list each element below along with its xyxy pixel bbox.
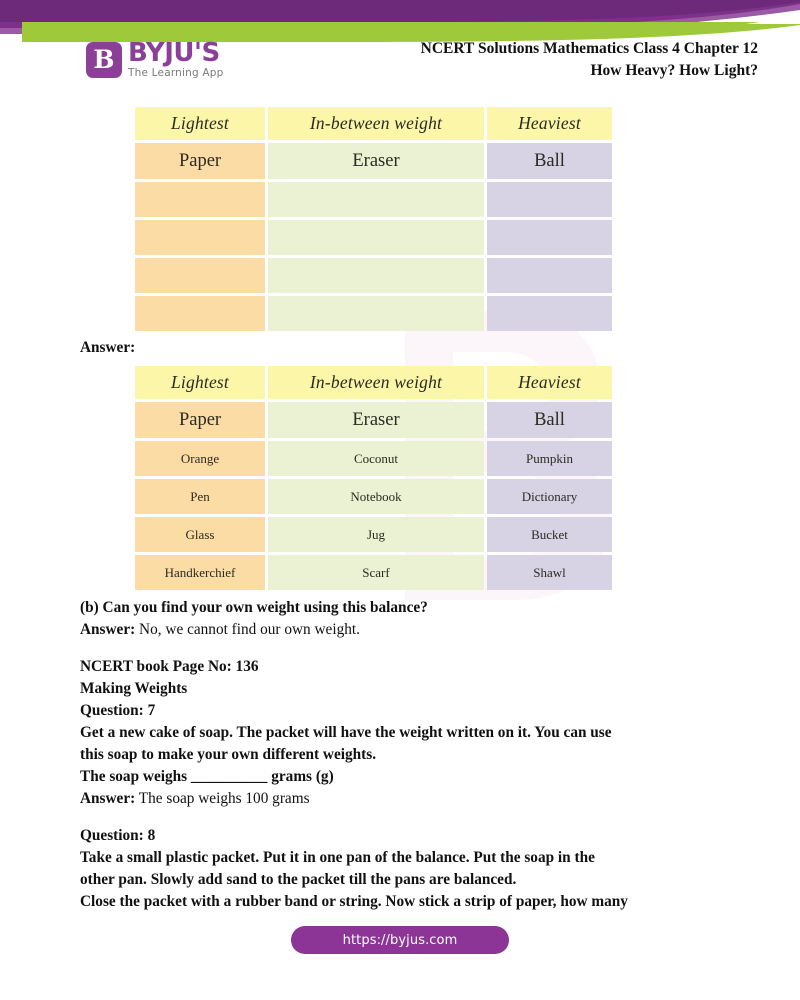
answer-7-line (80, 788, 740, 810)
page-title-line-2: How Heavy? How Light? (590, 62, 758, 79)
question-8-line-1: Take a small plastic packet. Put it in one pan of the balance. Put the soap in the (80, 849, 595, 867)
table-row (135, 517, 612, 552)
question-b-text: (b) Can you find your own weight using this balance? (80, 599, 428, 616)
cell-heaviest (487, 182, 612, 217)
table-row (135, 182, 612, 217)
answer-b-line (80, 619, 740, 641)
cell-lightest: Handkerchief (135, 555, 265, 590)
table-row (135, 296, 612, 331)
column-header-in-between: In-between weight (268, 107, 484, 140)
answer-label-block (80, 337, 740, 359)
cell-in-between (268, 220, 484, 255)
column-header-lightest: Lightest (135, 366, 265, 399)
answer-7-text: The soap weighs 100 grams (135, 790, 310, 808)
table-row (135, 143, 612, 179)
body-content (80, 597, 740, 913)
cell-lightest: Glass (135, 517, 265, 552)
cell-heaviest: Bucket (487, 517, 612, 552)
table-row (135, 479, 612, 514)
table-row (135, 441, 612, 476)
logo-text-group (128, 40, 224, 80)
cell-heaviest: Ball (487, 143, 612, 179)
cell-in-between: Scarf (268, 555, 484, 590)
byjus-logo-mark-icon (86, 42, 122, 78)
cell-in-between: Eraser (268, 402, 484, 438)
table-row (135, 402, 612, 438)
cell-heaviest: Pumpkin (487, 441, 612, 476)
answer-label: Answer: (80, 339, 136, 356)
logo-wordmark: BYJU'S (128, 38, 220, 68)
column-header-lightest: Lightest (135, 107, 265, 140)
paragraph-spacer (80, 810, 740, 825)
cell-in-between: Notebook (268, 479, 484, 514)
table-row (135, 258, 612, 293)
paragraph-spacer (80, 641, 740, 656)
page-title-line-1: NCERT Solutions Mathematics Class 4 Chapter 12 (420, 40, 758, 57)
cell-lightest (135, 220, 265, 255)
cell-in-between: Coconut (268, 441, 484, 476)
byjus-url-label: https://byjus.com (342, 932, 458, 948)
column-header-heaviest: Heaviest (487, 107, 612, 140)
column-header-heaviest: Heaviest (487, 366, 612, 399)
page-title (328, 38, 758, 82)
answer-b-prefix: Answer: (80, 621, 136, 639)
cell-heaviest: Shawl (487, 555, 612, 590)
cell-in-between (268, 296, 484, 331)
table-row (135, 220, 612, 255)
answer-b-text: No, we cannot find our own weight. (135, 621, 360, 639)
ncert-page-number: NCERT book Page No: 136 (80, 658, 259, 676)
answer-7-prefix: Answer: (80, 790, 136, 808)
cell-in-between: Eraser (268, 143, 484, 179)
question-7-line-2: this soap to make your own different weights. (80, 746, 377, 764)
cell-lightest (135, 182, 265, 217)
cell-in-between: Jug (268, 517, 484, 552)
cell-heaviest (487, 296, 612, 331)
cell-lightest (135, 296, 265, 331)
cell-in-between (268, 258, 484, 293)
logo-tagline: The Learning App (128, 67, 224, 80)
question-8-label: Question: 8 (80, 827, 156, 845)
question-8-line-3: Close the packet with a rubber band or string. Now stick a strip of paper, how many (80, 893, 628, 911)
question-7-label: Question: 7 (80, 702, 156, 720)
section-heading-making-weights: Making Weights (80, 680, 188, 698)
column-header-in-between: In-between weight (268, 366, 484, 399)
cell-lightest: Pen (135, 479, 265, 514)
question-7-line-3: The soap weighs __________ grams (g) (80, 768, 334, 786)
weight-classification-table-filled (132, 363, 615, 593)
table-header-row (135, 366, 612, 399)
question-7-line-1: Get a new cake of soap. The packet will have the weight written on it. You can use (80, 724, 612, 742)
cell-heaviest (487, 220, 612, 255)
weight-classification-table-blank (132, 104, 615, 334)
cell-heaviest: Dictionary (487, 479, 612, 514)
cell-lightest: Paper (135, 143, 265, 179)
cell-heaviest (487, 258, 612, 293)
page-header (0, 36, 800, 96)
table-row (135, 555, 612, 590)
table-header-row (135, 107, 612, 140)
byjus-logo (86, 40, 224, 80)
logo-b-letter: B (93, 45, 115, 75)
question-8-line-2: other pan. Slowly add sand to the packet till the pans are balanced. (80, 871, 517, 889)
cell-lightest: Paper (135, 402, 265, 438)
cell-lightest (135, 258, 265, 293)
cell-lightest: Orange (135, 441, 265, 476)
cell-in-between (268, 182, 484, 217)
cell-heaviest: Ball (487, 402, 612, 438)
byjus-url-button[interactable] (291, 926, 509, 954)
